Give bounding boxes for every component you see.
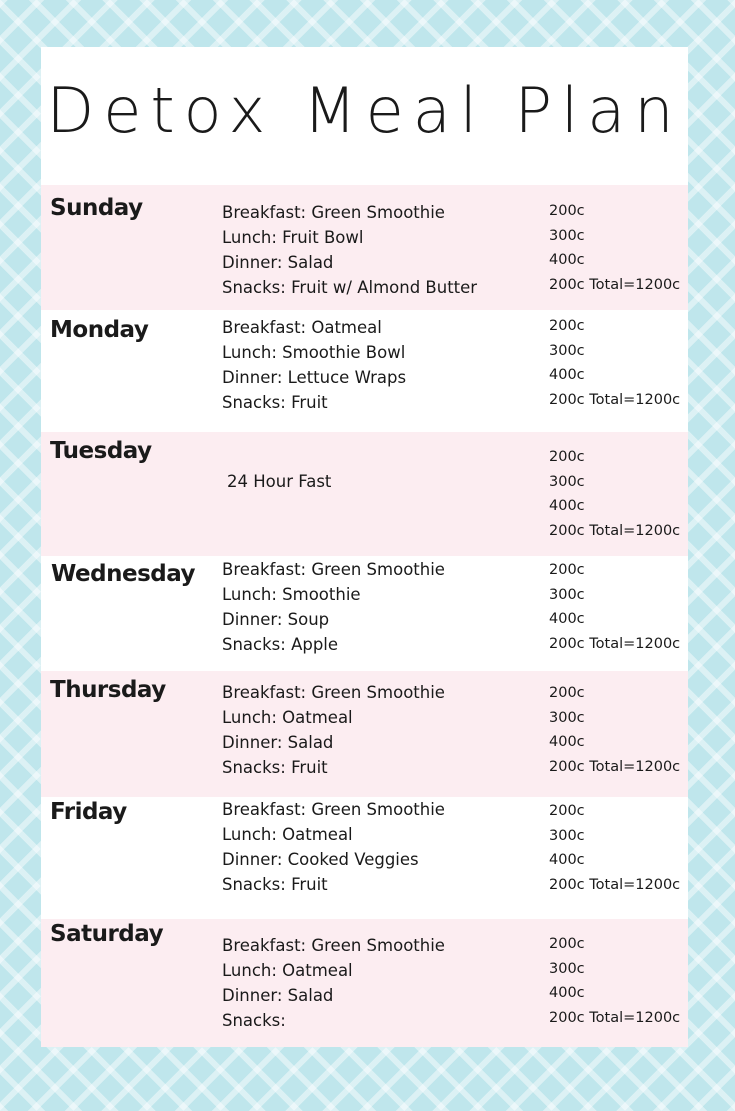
day-row-tuesday bbox=[41, 432, 688, 556]
meal-item: Lunch: Fruit Bowl bbox=[222, 228, 364, 247]
meal-list bbox=[222, 797, 445, 897]
calorie-item: 200c bbox=[549, 803, 585, 819]
day-row-thursday bbox=[41, 671, 688, 797]
calorie-item: 400c bbox=[549, 611, 585, 627]
meal-item: Breakfast: Oatmeal bbox=[222, 318, 382, 337]
calorie-item: 200c bbox=[549, 562, 585, 578]
meal-item: Snacks: Fruit bbox=[222, 875, 328, 894]
calorie-list bbox=[549, 199, 680, 297]
calorie-item: 200c bbox=[549, 685, 585, 701]
calorie-item: 400c bbox=[549, 852, 585, 868]
day-name: Wednesday bbox=[51, 561, 196, 587]
day-row-wednesday bbox=[41, 556, 688, 671]
meal-item: Snacks: Fruit w/ Almond Butter bbox=[222, 278, 478, 297]
calorie-item: 400c bbox=[549, 498, 585, 514]
meal-item: Dinner: Lettuce Wraps bbox=[222, 368, 407, 387]
day-row-monday bbox=[41, 310, 688, 432]
calorie-item: 400c bbox=[549, 252, 585, 268]
calorie-item: 300c bbox=[549, 586, 585, 603]
day-name: Friday bbox=[50, 799, 127, 825]
calorie-item: 400c bbox=[549, 734, 585, 750]
calorie-item: 200c Total=1200c bbox=[549, 758, 681, 775]
day-name: Thursday bbox=[50, 677, 166, 703]
meal-list bbox=[222, 933, 445, 1033]
meal-item: Lunch: Smoothie bbox=[222, 585, 361, 604]
calorie-item: 300c bbox=[549, 709, 585, 726]
day-name: Saturday bbox=[50, 921, 164, 947]
calorie-item: 300c bbox=[549, 827, 585, 844]
meal-item: Dinner: Salad bbox=[222, 986, 334, 1005]
meal-list bbox=[222, 557, 445, 657]
fast-note: 24 Hour Fast bbox=[227, 472, 332, 491]
calorie-item: 200c bbox=[549, 936, 585, 952]
calorie-item: 200c bbox=[549, 449, 585, 465]
meal-list bbox=[222, 680, 445, 780]
calorie-item: 200c bbox=[549, 318, 585, 334]
meal-item: Lunch: Oatmeal bbox=[222, 825, 353, 844]
calorie-item: 200c Total=1200c bbox=[549, 276, 681, 293]
calorie-item: 200c Total=1200c bbox=[549, 635, 681, 652]
page-title: Detox Meal Plan bbox=[46, 74, 683, 147]
meal-list bbox=[222, 315, 406, 415]
day-row-saturday bbox=[41, 919, 688, 1047]
day-name: Sunday bbox=[50, 195, 143, 221]
calorie-list bbox=[549, 932, 680, 1030]
meal-item: Dinner: Cooked Veggies bbox=[222, 850, 419, 869]
calorie-item: 300c bbox=[549, 342, 585, 359]
calorie-list bbox=[549, 445, 680, 543]
meal-plan-card bbox=[41, 47, 688, 1047]
meal-item: Dinner: Salad bbox=[222, 733, 334, 752]
calorie-list bbox=[549, 799, 680, 897]
meal-item: Snacks: Apple bbox=[222, 635, 339, 654]
meal-list bbox=[222, 200, 477, 300]
meal-item: Lunch: Oatmeal bbox=[222, 708, 353, 727]
calorie-item: 200c bbox=[549, 203, 585, 219]
meal-item: Breakfast: Green Smoothie bbox=[222, 936, 445, 955]
calorie-item: 300c bbox=[549, 473, 585, 490]
meal-item: Lunch: Oatmeal bbox=[222, 961, 353, 980]
day-row-sunday bbox=[41, 185, 688, 310]
calorie-list bbox=[549, 681, 680, 779]
calorie-list bbox=[549, 558, 680, 656]
calorie-item: 200c Total=1200c bbox=[549, 522, 681, 539]
meal-item: Dinner: Soup bbox=[222, 610, 330, 629]
meal-item: Breakfast: Green Smoothie bbox=[222, 683, 445, 702]
meal-item: Dinner: Salad bbox=[222, 253, 334, 272]
calorie-item: 400c bbox=[549, 367, 585, 383]
calorie-item: 400c bbox=[549, 985, 585, 1001]
meal-item: Breakfast: Green Smoothie bbox=[222, 800, 445, 819]
meal-item: Snacks: Fruit bbox=[222, 393, 328, 412]
meal-item: Lunch: Smoothie Bowl bbox=[222, 343, 406, 362]
calorie-item: 300c bbox=[549, 227, 585, 244]
day-row-friday bbox=[41, 797, 688, 919]
day-name: Tuesday bbox=[50, 438, 152, 464]
meal-item: Breakfast: Green Smoothie bbox=[222, 560, 445, 579]
calorie-item: 300c bbox=[549, 960, 585, 977]
calorie-item: 200c Total=1200c bbox=[549, 391, 681, 408]
meal-item: Snacks: bbox=[222, 1011, 286, 1030]
meal-item: Snacks: Fruit bbox=[222, 758, 328, 777]
day-name: Monday bbox=[50, 317, 149, 343]
calorie-list bbox=[549, 314, 680, 412]
meal-item: Breakfast: Green Smoothie bbox=[222, 203, 445, 222]
calorie-item: 200c Total=1200c bbox=[549, 1009, 681, 1026]
calorie-item: 200c Total=1200c bbox=[549, 876, 681, 893]
